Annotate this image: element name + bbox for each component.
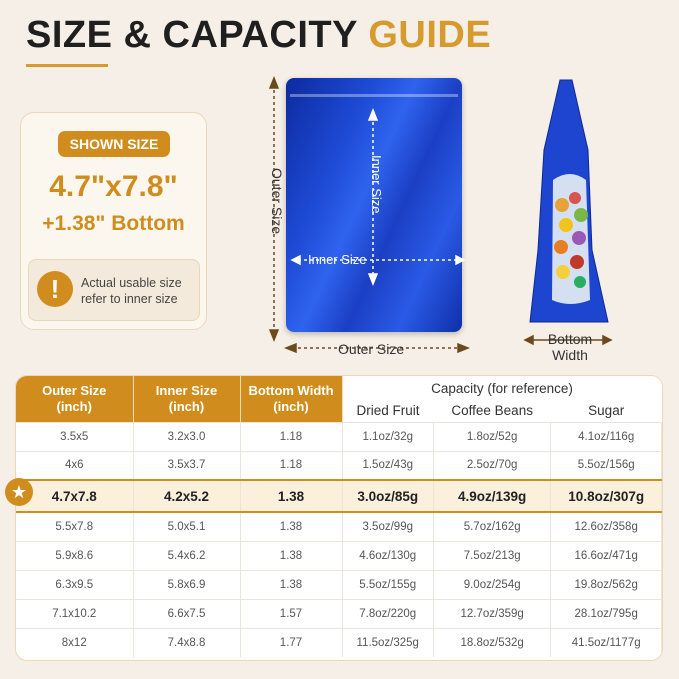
table-cell: 1.38 <box>240 480 342 512</box>
title-accent: GUIDE <box>368 14 492 56</box>
table-cell: 5.5oz/156g <box>551 451 662 480</box>
table-row <box>16 451 662 480</box>
table-cell: 1.18 <box>240 451 342 480</box>
table-cell: 4.2x5.2 <box>133 480 240 512</box>
table-cell: 3.5x3.7 <box>133 451 240 480</box>
table-cell: 18.8oz/532g <box>433 628 550 657</box>
shown-size-value: 4.7"x7.8" <box>49 170 178 203</box>
col-capacity: Capacity (for reference) <box>342 376 662 400</box>
bag-side-image <box>530 80 608 322</box>
bw-arrow-right <box>603 336 611 344</box>
table-cell: 1.57 <box>240 599 342 628</box>
arrow-right <box>458 344 468 352</box>
table-cell: 28.1oz/795g <box>551 599 662 628</box>
table-cell: 1.18 <box>240 422 342 451</box>
table-cell: 3.5oz/99g <box>342 512 433 541</box>
table-cell: 4.7x7.8 <box>16 480 133 512</box>
table-cell: 4.6oz/130g <box>342 541 433 570</box>
col-sugar: Sugar <box>551 400 662 422</box>
table-row <box>16 628 662 657</box>
inner-arrow-down <box>369 274 377 284</box>
col-outer-title: Outer Size <box>42 382 107 398</box>
table-cell: 3.0oz/85g <box>342 480 433 512</box>
table-cell: 6.3x9.5 <box>16 570 133 599</box>
shown-size-bottom: +1.38" Bottom <box>42 212 185 235</box>
table-cell: 11.5oz/325g <box>342 628 433 657</box>
table-row <box>16 541 662 570</box>
table-cell: 5.0x5.1 <box>133 512 240 541</box>
table-cell: 7.8oz/220g <box>342 599 433 628</box>
table-cell: 12.6oz/358g <box>551 512 662 541</box>
inner-size-vertical-label: Inner Size <box>369 155 384 214</box>
table-cell: 10.8oz/307g <box>551 480 662 512</box>
table-cell: 1.77 <box>240 628 342 657</box>
col-outer-size <box>16 376 133 422</box>
col-bottom-title: Bottom Width <box>248 382 334 398</box>
table-cell: 5.4x6.2 <box>133 541 240 570</box>
col-bottom-width <box>240 376 342 422</box>
table-row <box>16 512 662 541</box>
table-cell: 16.6oz/471g <box>551 541 662 570</box>
table-cell: 1.38 <box>240 570 342 599</box>
inner-arrow-up <box>369 110 377 120</box>
table-cell: 7.5oz/213g <box>433 541 550 570</box>
table-cell: 5.9x8.6 <box>16 541 133 570</box>
col-inner-title: Inner Size <box>155 382 218 398</box>
col-coffee-beans: Coffee Beans <box>433 400 550 422</box>
col-dried-fruit: Dried Fruit <box>342 400 433 422</box>
table-cell: 19.8oz/562g <box>551 570 662 599</box>
note-line-2: refer to inner size <box>81 292 178 306</box>
col-inner-unit: (inch) <box>168 398 205 414</box>
bottom-width-label <box>540 331 600 363</box>
col-inner-size <box>133 376 240 422</box>
table-row <box>16 599 662 628</box>
table-cell: 1.8oz/52g <box>433 422 550 451</box>
table-cell: 4.9oz/139g <box>433 480 550 512</box>
table-cell: 5.5oz/155g <box>342 570 433 599</box>
arrow-down <box>270 330 278 340</box>
arrow-left <box>286 344 296 352</box>
table-cell: 4x6 <box>16 451 133 480</box>
table-cell: 5.8x6.9 <box>133 570 240 599</box>
note-line-1: Actual usable size <box>81 276 182 290</box>
bw-arrow-left <box>525 336 533 344</box>
inner-arrow-right <box>456 256 464 264</box>
table-cell: 41.5oz/1177g <box>551 628 662 657</box>
table-cell: 5.5x7.8 <box>16 512 133 541</box>
bottom-width-line2: Width <box>552 347 588 363</box>
table-cell: 6.6x7.5 <box>133 599 240 628</box>
inner-arrow-left <box>292 256 300 264</box>
col-bottom-unit: (inch) <box>273 398 309 414</box>
table-row <box>16 422 662 451</box>
table-cell: 3.5x5 <box>16 422 133 451</box>
table-row <box>16 570 662 599</box>
inner-size-horizontal-label: Inner Size <box>308 252 367 267</box>
table-cell: 4.1oz/116g <box>551 422 662 451</box>
outer-size-vertical-label: Outer Size <box>269 168 285 235</box>
arrow-up <box>270 78 278 88</box>
bottom-width-line1: Bottom <box>547 331 593 347</box>
table-cell: 2.5oz/70g <box>433 451 550 480</box>
table-cell: 7.1x10.2 <box>16 599 133 628</box>
table-cell: 1.1oz/32g <box>342 422 433 451</box>
table-cell: 1.38 <box>240 512 342 541</box>
star-icon: ★ <box>5 478 33 506</box>
table-cell: 8x12 <box>16 628 133 657</box>
capacity-table <box>15 375 663 661</box>
table-cell: 12.7oz/359g <box>433 599 550 628</box>
table-cell: 3.2x3.0 <box>133 422 240 451</box>
title-main: SIZE & CAPACITY <box>26 14 358 56</box>
table-cell: 7.4x8.8 <box>133 628 240 657</box>
outer-size-horizontal-label: Outer Size <box>338 341 405 357</box>
col-outer-unit: (inch) <box>56 398 92 414</box>
table-cell: 5.7oz/162g <box>433 512 550 541</box>
table-row-highlighted <box>16 480 662 512</box>
table-cell: 1.5oz/43g <box>342 451 433 480</box>
shown-size-badge: SHOWN SIZE <box>58 131 170 157</box>
table-cell: 9.0oz/254g <box>433 570 550 599</box>
warning-icon: ! <box>37 271 73 307</box>
table-cell: 1.38 <box>240 541 342 570</box>
